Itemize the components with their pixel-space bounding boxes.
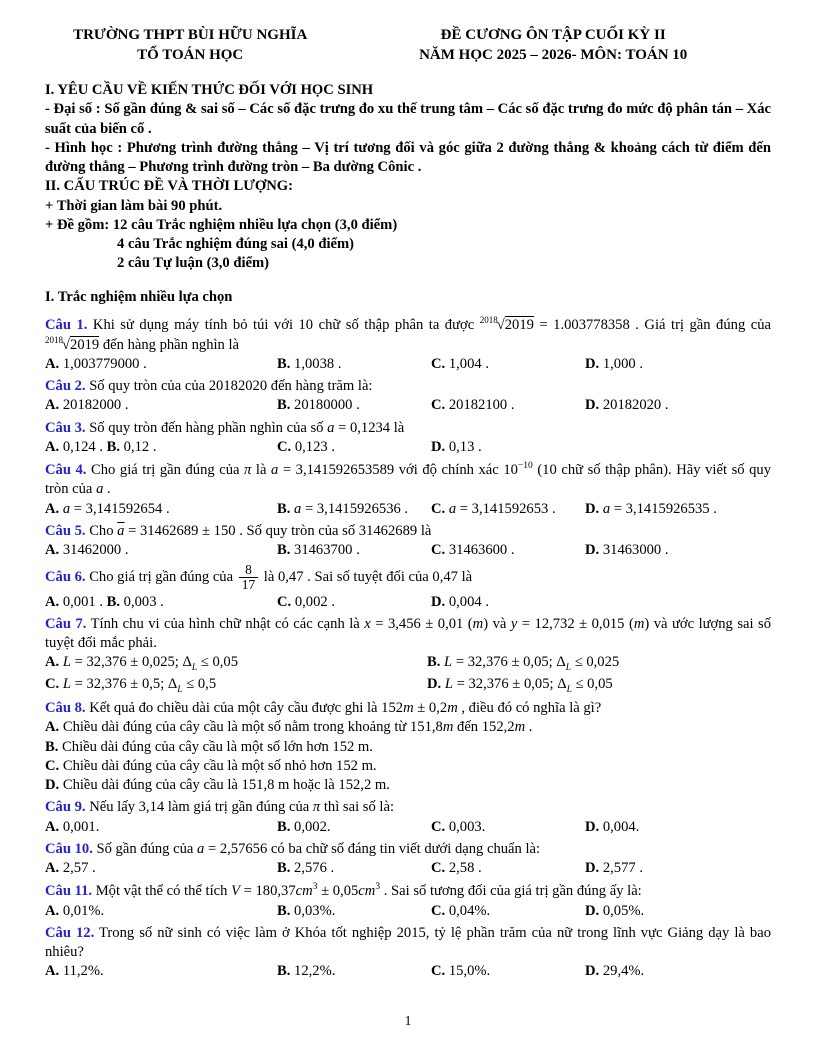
option-D: D. 0,004 . bbox=[431, 593, 489, 610]
options-row bbox=[45, 396, 771, 415]
question-text: Câu 3. Số quy tròn đến hàng phần nghìn của số a = 0,1234 là bbox=[45, 419, 405, 436]
option-D: D. 31463000 . bbox=[585, 542, 669, 559]
option-C: C. 31463600 . bbox=[431, 542, 515, 559]
options-row bbox=[45, 962, 771, 981]
option-C: C. 0,002 . bbox=[277, 593, 335, 610]
option-A: A. 0,01%. bbox=[45, 902, 105, 919]
option-A: A. 20182000 . bbox=[45, 397, 129, 414]
question-7 bbox=[45, 615, 771, 696]
document-header bbox=[45, 26, 771, 65]
question-9 bbox=[45, 798, 771, 837]
option-B: B. a = 3,1415926536 . bbox=[277, 500, 409, 517]
option-A-B: A. 0,124 . B. 0,12 . bbox=[45, 438, 157, 455]
school-name: TRƯỜNG THPT BÙI HỮU NGHĨA bbox=[73, 27, 308, 43]
question-text: Câu 4. Cho giá trị gần đúng của π là a = 3,141592653589 với độ chính xác $10^{-10}$ (10 chữ số thập phân). Hãy viết số quy tròn của a . bbox=[45, 461, 771, 498]
option-C: C. L = 32,376 ± 0,5; $\Delta_L \le 0,5$ bbox=[45, 675, 217, 695]
option-A: A. L = 32,376 ± 0,025; $\Delta_L \le 0,05$ bbox=[45, 654, 239, 674]
question-12 bbox=[45, 924, 771, 982]
option-C: C. 15,0%. bbox=[431, 963, 491, 980]
option-B: B. 1,0038 . bbox=[277, 355, 342, 372]
option-C: C. 2,58 . bbox=[431, 860, 482, 877]
option-A: A. a = 3,141592654 . bbox=[45, 500, 170, 517]
option-D: D. 0,004. bbox=[585, 818, 640, 835]
option-D: D. 2,577 . bbox=[585, 860, 643, 877]
option-A: A. 31462000 . bbox=[45, 542, 129, 559]
option-D: D. 20182020 . bbox=[585, 397, 669, 414]
question-4 bbox=[45, 460, 771, 519]
question-label: Câu 7. bbox=[45, 615, 87, 632]
structure-mc: + Đề gồm: 12 câu Trắc nghiệm nhiều lựa chọn (3,0 điểm) bbox=[45, 216, 398, 233]
question-10 bbox=[45, 840, 771, 879]
options-row bbox=[45, 653, 771, 696]
question-text: Câu 10. Số gần đúng của a = 2,57656 có ba chữ số đáng tin viết dưới dạng chuẩn là: bbox=[45, 840, 541, 857]
options-row bbox=[45, 902, 771, 921]
structure-truefalse: 4 câu Trắc nghiệm đúng sai (4,0 điểm) bbox=[117, 236, 355, 252]
question-label: Câu 4. bbox=[45, 462, 87, 479]
option-C: C. 0,003. bbox=[431, 818, 486, 835]
title-block bbox=[335, 26, 771, 65]
multiple-choice-section-title: I. Trắc nghiệm nhiều lựa chọn bbox=[45, 288, 233, 305]
option-C: C. 1,004 . bbox=[431, 355, 489, 372]
question-3 bbox=[45, 419, 771, 458]
question-2 bbox=[45, 377, 771, 416]
requirement-geometry: - Hình học : Phương trình đường thẳng – Vị trí tương đối và góc giữa 2 đường thẳng & khoảng cách từ điểm đến đường thẳng – Phương trình đường tròn – Ba dường Cônic . bbox=[45, 139, 771, 175]
options-row bbox=[45, 818, 771, 837]
question-text: Câu 8. Kết quả đo chiều dài của một cây cầu được ghi là 152m ± 0,2m , điều đó có nghĩa là gì? bbox=[45, 700, 602, 717]
option-A: A. 11,2%. bbox=[45, 963, 104, 980]
department-name: TỔ TOÁN HỌC bbox=[137, 46, 244, 63]
exam-title: ĐỀ CƯƠNG ÔN TẬP CUỐI KỲ II bbox=[440, 27, 666, 43]
option-D: D. a = 3,1415926535 . bbox=[585, 500, 717, 517]
question-text: Câu 2. Số quy tròn của của 20182020 đến hàng trăm là: bbox=[45, 378, 373, 395]
question-label: Câu 11. bbox=[45, 883, 93, 900]
section-1-title: I. YÊU CẦU VỀ KIẾN THỨC ĐỐI VỚI HỌC SINH bbox=[45, 82, 374, 98]
question-label: Câu 8. bbox=[45, 700, 86, 717]
option-D: D. 1,000 . bbox=[585, 355, 643, 372]
option-B: B. Chiều dài đúng của cây cầu là một số lớn hơn 152 m. bbox=[45, 738, 373, 755]
option-D: D. 0,05%. bbox=[585, 902, 645, 919]
option-A: A. 1,003779000 . bbox=[45, 355, 147, 372]
question-label: Câu 10. bbox=[45, 840, 93, 857]
option-B: B. 2,576 . bbox=[277, 860, 335, 877]
question-text: Câu 11. Một vật thể có thể tích $V = 180,37cm^3 \pm 0,05cm^3$ . Sai số tương đối của giá trị gần đúng ấy là: bbox=[45, 882, 642, 900]
option-B: B. 12,2%. bbox=[277, 963, 336, 980]
options-row bbox=[45, 718, 771, 795]
exam-subtitle: NĂM HỌC 2025 – 2026- MÔN: TOÁN 10 bbox=[419, 46, 688, 63]
options-row bbox=[45, 438, 771, 457]
option-B: B. L = 32,376 ± 0,05; $\Delta_L \le 0,025$ bbox=[427, 654, 620, 674]
option-B: B. 20180000 . bbox=[277, 397, 360, 414]
section-2-title: II. CẤU TRÚC ĐỀ VÀ THỜI LƯỢNG: bbox=[45, 178, 293, 195]
question-label: Câu 9. bbox=[45, 799, 86, 816]
options-row bbox=[45, 593, 771, 612]
option-C: C. 0,123 . bbox=[277, 438, 335, 455]
option-A-B: A. 0,001 . B. 0,003 . bbox=[45, 593, 164, 610]
question-label: Câu 6. bbox=[45, 569, 86, 586]
question-label: Câu 5. bbox=[45, 522, 86, 539]
options-row bbox=[45, 859, 771, 878]
option-A: A. 2,57 . bbox=[45, 860, 96, 877]
question-6 bbox=[45, 563, 771, 611]
option-B: B. 0,002. bbox=[277, 818, 331, 835]
option-D: D. L = 32,376 ± 0,05; $\Delta_L \le 0,05$ bbox=[427, 675, 613, 695]
question-label: Câu 2. bbox=[45, 378, 86, 395]
intro-section bbox=[45, 81, 771, 274]
options-row bbox=[45, 500, 771, 519]
structure-duration: + Thời gian làm bài 90 phút. bbox=[45, 197, 223, 214]
question-text: Câu 1. Khi sử dụng máy tính bỏ túi với 10 chữ số thập phân ta được $^{2018}$√2019 = 1.003778358 . Giá trị gần đúng của $^{2018}$√2019 đến hàng phần nghìn là bbox=[45, 314, 772, 353]
question-label: Câu 12. bbox=[45, 924, 95, 941]
structure-essay: 2 câu Tự luận (3,0 điểm) bbox=[117, 255, 270, 272]
option-B: B. 31463700 . bbox=[277, 542, 360, 559]
school-block bbox=[45, 26, 335, 65]
option-C: C. Chiều dài đúng của cây cầu là một số nhỏ hơn 152 m. bbox=[45, 757, 377, 774]
question-label: Câu 1. bbox=[45, 316, 88, 333]
option-D: D. 29,4%. bbox=[585, 963, 645, 980]
option-D: D. Chiều dài đúng của cây cầu là 151,8 m hoặc là 152,2 m. bbox=[45, 777, 390, 794]
page-number: 1 bbox=[404, 1013, 412, 1029]
question-text: Câu 6. Cho giá trị gần đúng của $\frac{8}{17}$ là 0,47 . Sai số tuyệt đối của 0,47 là bbox=[45, 562, 473, 593]
question-1 bbox=[45, 315, 771, 374]
question-text: Câu 9. Nếu lấy 3,14 làm giá trị gần đúng của π thì sai số là: bbox=[45, 799, 394, 816]
option-C: C. a = 3,141592653 . bbox=[431, 500, 556, 517]
question-text: Câu 5. Cho $\overline{a} = 31462689 \pm 150$ . Số quy tròn của số 31462689 là bbox=[45, 522, 432, 539]
option-C: C. 0,04%. bbox=[431, 902, 491, 919]
question-text: Câu 12. Trong số nữ sinh có việc làm ở Khóa tốt nghiệp 2015, tỷ lệ phần trăm của nữ trong lĩnh vực Giảng dạy là bao nhiêu? bbox=[45, 924, 771, 960]
option-B: B. 0,03%. bbox=[277, 902, 336, 919]
requirement-algebra: - Đại số : Số gần đúng & sai số – Các số đặc trưng đo xu thế trung tâm – Các số đặc trưng đo mức độ phân tán – Xác suất của biến cố . bbox=[45, 101, 771, 137]
option-A: A. 0,001. bbox=[45, 818, 100, 835]
option-A: A. Chiều dài đúng của cây cầu là một số nằm trong khoảng từ 151,8m đến 152,2m . bbox=[45, 719, 533, 736]
question-11 bbox=[45, 881, 771, 920]
question-label: Câu 3. bbox=[45, 419, 86, 436]
option-C: C. 20182100 . bbox=[431, 397, 515, 414]
options-row bbox=[45, 355, 771, 374]
question-8 bbox=[45, 699, 771, 795]
questions-list bbox=[45, 315, 771, 982]
question-5 bbox=[45, 522, 771, 561]
options-row bbox=[45, 541, 771, 560]
option-D: D. 0,13 . bbox=[431, 438, 482, 455]
question-text: Câu 7. Tính chu vi của hình chữ nhật có các cạnh là x = 3,456 ± 0,01 (m) và y = 12,732 ± 0,015 (m) và ước lượng sai số tuyệt đối mắc phải. bbox=[45, 615, 772, 652]
